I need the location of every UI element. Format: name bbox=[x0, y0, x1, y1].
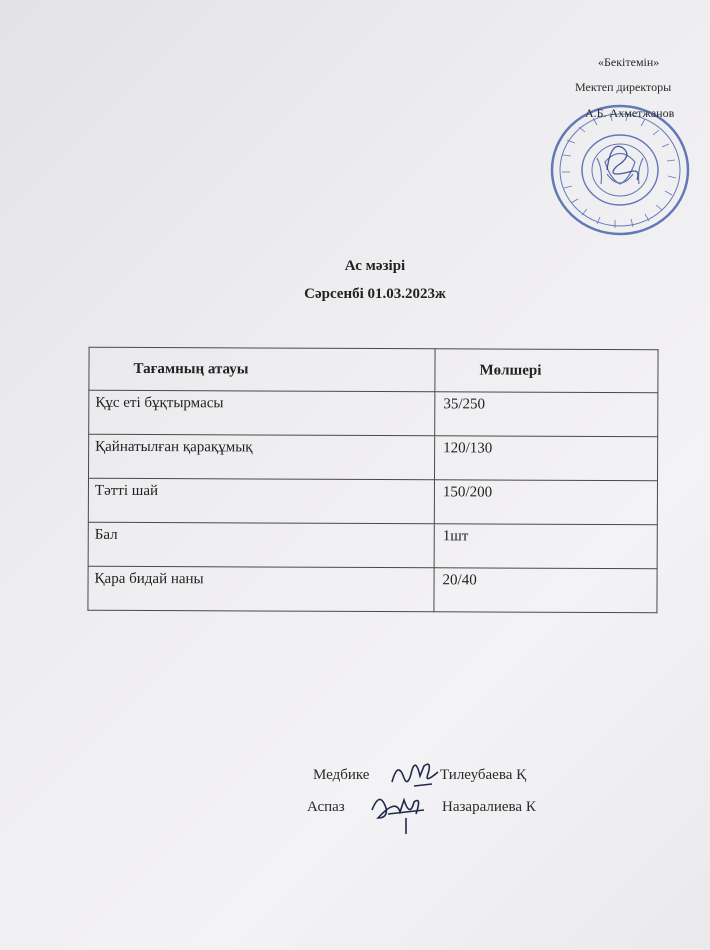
amount-cell: 120/130 bbox=[435, 436, 658, 481]
amount-cell: 150/200 bbox=[434, 480, 657, 525]
amount-cell: 1шт bbox=[434, 524, 657, 569]
amount-cell: 20/40 bbox=[434, 568, 657, 613]
table-row bbox=[89, 434, 658, 480]
header-amount: Мөлшері bbox=[435, 349, 658, 393]
menu-date: Сәрсенбі 01.03.2023ж bbox=[304, 286, 446, 302]
approval-name: А.Б. Ахметжанов bbox=[585, 106, 675, 120]
cook-role-label: Аспаз bbox=[307, 799, 345, 815]
nurse-name: Тилеубаева Қ bbox=[440, 767, 527, 783]
dish-name-cell: Құс еті бұқтырмасы bbox=[89, 390, 435, 436]
dish-name-cell: Тәтті шай bbox=[88, 478, 434, 524]
nurse-role-label: Медбике bbox=[313, 767, 370, 783]
dish-name-cell: Қайнатылған қарақұмық bbox=[89, 434, 435, 480]
menu-title: Ас мәзірі bbox=[344, 258, 406, 274]
cook-signature-icon bbox=[366, 788, 432, 836]
menu-table bbox=[87, 347, 658, 613]
table-row bbox=[88, 478, 657, 524]
table-row bbox=[88, 566, 657, 612]
header-dish-name: Тағамның атауы bbox=[89, 347, 435, 392]
nurse-signature-icon bbox=[388, 756, 448, 792]
dish-name-cell: Қара бидай наны bbox=[88, 566, 434, 612]
cook-name: Назаралиева К bbox=[442, 799, 536, 815]
dish-name-cell: Бал bbox=[88, 522, 434, 568]
amount-cell: 35/250 bbox=[435, 392, 658, 437]
approval-role: Мектеп директоры bbox=[575, 80, 672, 94]
table-header-row bbox=[89, 347, 658, 392]
table-row bbox=[88, 522, 657, 568]
official-seal-icon bbox=[545, 100, 695, 240]
table-row bbox=[89, 390, 658, 436]
approval-title: «Бекітемін» bbox=[598, 55, 660, 69]
